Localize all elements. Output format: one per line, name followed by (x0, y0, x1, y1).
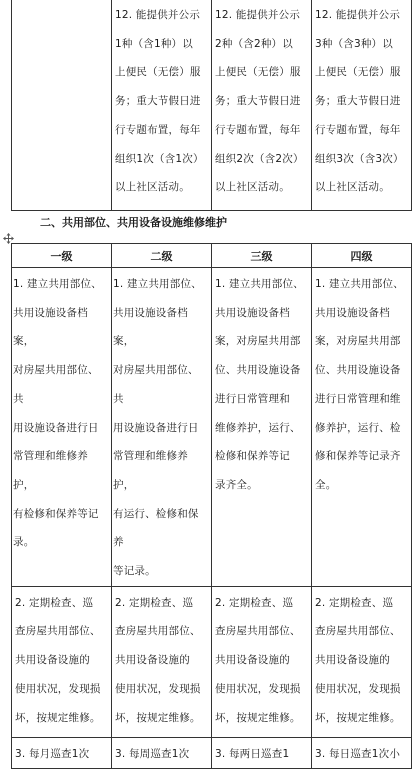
table-cell: 3. 每日巡查1次小 (312, 737, 412, 769)
maintenance-standards-table (11, 243, 412, 769)
table-cell: 1. 建立共用部位、 共用设施设备档案， 对房屋共用部位、共 用设施设备进行日 常管理和维修养护， 有运行、检修和保养 等记录。 (112, 268, 212, 587)
table-row (12, 586, 412, 737)
table-row (12, 737, 412, 769)
column-header: 二级 (112, 244, 212, 268)
table-cell: 12. 能提供并公示 1种（含1种）以 上便民（无偿）服 务；重大节假日进 行专题布置，每年 组织1次（含1次） 以上社区活动。 (112, 0, 212, 211)
table-cell: 1. 建立共用部位、 共用设施设备档 案，对房屋共用部 位、共用设施设备 进行日常管理和维 修养护，运行、检 修和保养等记录齐 全。 (312, 268, 412, 587)
table-row (12, 268, 412, 587)
table-cell: 2. 定期检查、巡 查房屋共用部位、 共用设备设施的 使用状况，发现损 坏，按规定维修。 (12, 586, 112, 737)
table-cell: 1. 建立共用部位、 共用设施设备档案， 对房屋共用部位、共 用设施设备进行日 常管理和维修养护， 有检修和保养等记 录。 (12, 268, 112, 587)
table-cell: 1. 建立共用部位、 共用设施设备档 案，对房屋共用部 位、共用设施设备 进行日常管理和 维修养护，运行、 检修和保养等记 录齐全。 (212, 268, 312, 587)
table-cell (12, 0, 112, 211)
table-cell: 2. 定期检查、巡 查房屋共用部位、 共用设备设施的 使用状况，发现损 坏，按规定维修。 (312, 586, 412, 737)
table-cell: 12. 能提供并公示 3种（含3种）以 上便民（无偿）服 务；重大节假日进 行专题布置，每年 组织3次（含3次） 以上社区活动。 (312, 0, 412, 211)
column-header: 四级 (312, 244, 412, 268)
column-header: 一级 (12, 244, 112, 268)
table-cell: 3. 每两日巡查1 (212, 737, 312, 769)
table-cell: 3. 每月巡查1次 (12, 737, 112, 769)
table-cell: 2. 定期检查、巡 查房屋共用部位、 共用设备设施的 使用状况，发现损 坏，按规定维修。 (212, 586, 312, 737)
section-title: 二、共用部位、共用设备设施维修维护 (40, 216, 227, 229)
table-cell: 2. 定期检查、巡 查房屋共用部位、 共用设备设施的 使用状况，发现损 坏，按规定维修。 (112, 586, 212, 737)
table-row (12, 0, 412, 211)
table-header-row (12, 244, 412, 268)
table-cell: 12. 能提供并公示 2种（含2种）以 上便民（无偿）服 务；重大节假日进 行专题布置，每年 组织2次（含2次） 以上社区活动。 (212, 0, 312, 211)
previous-table-fragment (11, 0, 412, 211)
table-cell: 3. 每周巡查1次 (112, 737, 212, 769)
column-header: 三级 (212, 244, 312, 268)
move-arrows-icon[interactable] (3, 229, 14, 240)
